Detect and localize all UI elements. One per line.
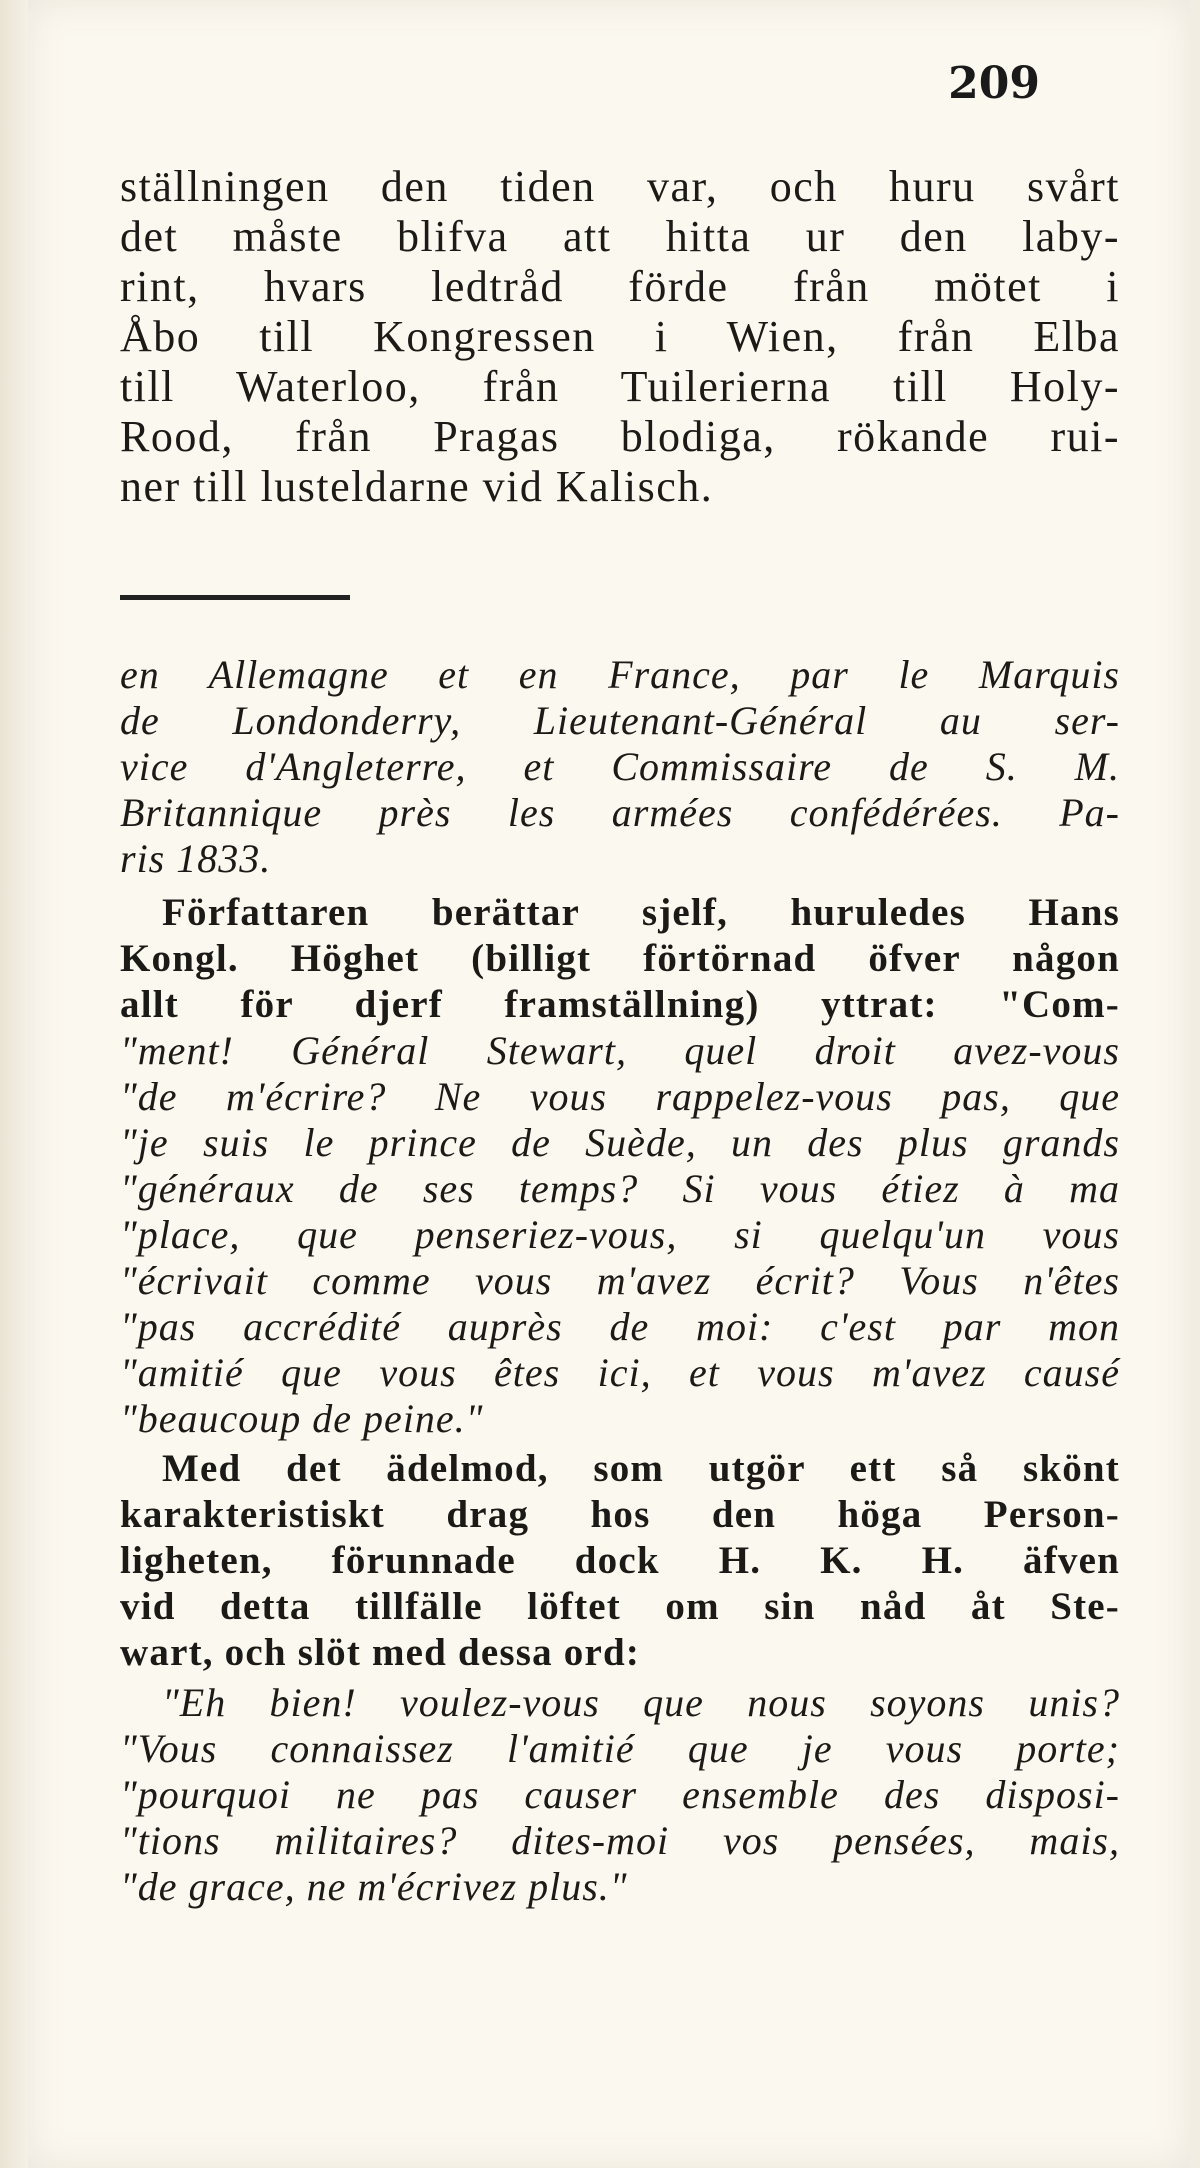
footnote-line: karakteristiskt drag hos den höga Person- bbox=[120, 1493, 1120, 1536]
footnote-line: en Allemagne et en France, par le Marquis bbox=[120, 652, 1120, 697]
footnote-line: wart, och slöt med dessa ord: bbox=[120, 1631, 641, 1674]
footnote-line: ligheten, förunnade dock H. K. H. äfven bbox=[120, 1539, 1120, 1582]
quote-line: "de grace, ne m'écrivez plus." bbox=[120, 1864, 628, 1909]
footnote-line: vid detta tillfälle löftet om sin nåd åt Ste- bbox=[120, 1585, 1120, 1628]
quote-line: "écrivait comme vous m'avez écrit? Vous n'êtes bbox=[120, 1258, 1120, 1303]
text-line: till Waterloo, från Tuilerierna till Holy- bbox=[120, 362, 1120, 411]
text-line: Rood, från Pragas blodiga, rökande rui- bbox=[120, 412, 1120, 461]
quote-line: "Eh bien! voulez-vous que nous soyons unis? bbox=[162, 1680, 1120, 1725]
quote-line: "pourquoi ne pas causer ensemble des disposi- bbox=[120, 1772, 1120, 1817]
page-number: 209 bbox=[948, 58, 1040, 109]
footnote-line: allt för djerf framställning) yttrat: "Com- bbox=[120, 983, 1120, 1026]
quote-line: "de m'écrire? Ne vous rappelez-vous pas, que bbox=[120, 1074, 1120, 1119]
quote-line: "je suis le prince de Suède, un des plus grands bbox=[120, 1120, 1120, 1165]
quote-line: "beaucoup de peine." bbox=[120, 1396, 484, 1441]
footnote-line: Med det ädelmod, som utgör ett så skönt bbox=[162, 1447, 1120, 1490]
text-line: det måste blifva att hitta ur den laby- bbox=[120, 212, 1120, 261]
quote-line: "généraux de ses temps? Si vous étiez à ma bbox=[120, 1166, 1120, 1211]
text-line: rint, hvars ledtråd förde från mötet i bbox=[120, 262, 1120, 311]
page-edge bbox=[0, 0, 30, 2168]
text-line: ställningen den tiden var, och huru svårt bbox=[120, 162, 1120, 211]
footnote-line: Britannique près les armées confédérées. Pa- bbox=[120, 790, 1120, 835]
quote-line: "pas accrédité auprès de moi: c'est par mon bbox=[120, 1304, 1120, 1349]
footnote-line: ris 1833. bbox=[120, 836, 272, 881]
quote-line: "amitié que vous êtes ici, et vous m'avez causé bbox=[120, 1350, 1120, 1395]
quote-line: "ment! Général Stewart, quel droit avez-vous bbox=[120, 1028, 1120, 1073]
text-line: Åbo till Kongressen i Wien, från Elba bbox=[120, 312, 1120, 361]
text-line: ner till lusteldarne vid Kalisch. bbox=[120, 462, 714, 511]
footnote-line: de Londonderry, Lieutenant-Général au ser- bbox=[120, 698, 1120, 743]
footnote-rule bbox=[120, 595, 350, 600]
footnote-line: Kongl. Höghet (billigt förtörnad öfver någon bbox=[120, 937, 1120, 980]
quote-line: "Vous connaissez l'amitié que je vous porte; bbox=[120, 1726, 1120, 1771]
footnote-line: Författaren berättar sjelf, huruledes Hans bbox=[162, 891, 1120, 934]
footnote-line: vice d'Angleterre, et Commissaire de S. M. bbox=[120, 744, 1120, 789]
quote-line: "tions militaires? dites-moi vos pensées, mais, bbox=[120, 1818, 1120, 1863]
quote-line: "place, que penseriez-vous, si quelqu'un vous bbox=[120, 1212, 1120, 1257]
